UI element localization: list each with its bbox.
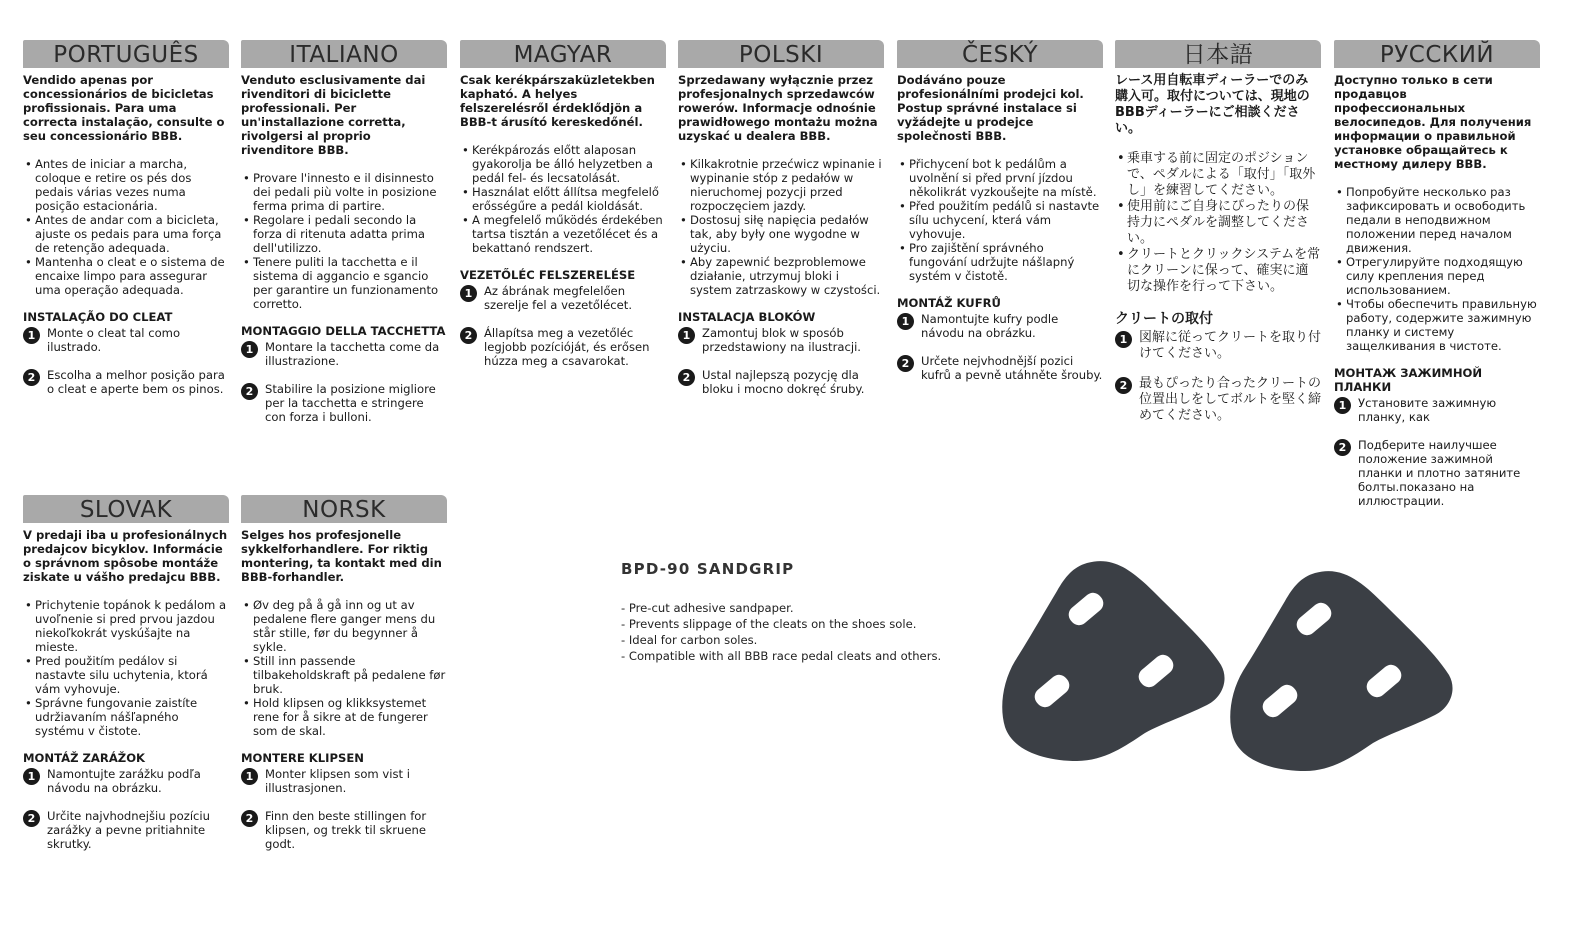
warning-item: • A megfelelő működés érdekében tartsa tisztán a vezetőlécet és a bekattanó rendszert. bbox=[460, 213, 666, 255]
install-title: MONTAGGIO DELLA TACCHETTA bbox=[241, 324, 446, 338]
install-title: MONTÁŽ ZARÁŽOK bbox=[23, 751, 146, 765]
install-title: INSTALACJA BLOKÓW bbox=[678, 310, 816, 324]
install-step-1: 1 Monte o cleat tal como ilustrado. bbox=[23, 326, 229, 354]
warning-item: • Regolare i pedali secondo la forza di ritenuta adatta prima dell'utilizzo. bbox=[241, 213, 447, 255]
sandgrip-cleat-illustration bbox=[995, 555, 1455, 785]
warning-item: • Kilkakrotnie przećwicz wpinanie i wypinanie stóp z pedałów w nieruchomej pozycji przed rozpoczęciem jazdy. bbox=[678, 157, 884, 213]
install-step-1: 1 Установите зажимную планку, как bbox=[1334, 396, 1540, 424]
section-intro: Csak kerékpárszaküzletekben kapható. A helyes felszerelésről érdeklődjön a BBB-t árusító kereskedőnél. bbox=[460, 73, 655, 129]
warning-item: • 乗車する前に固定のポジションで、ペダルによる「取付」「取外し」を練習してください。 bbox=[1115, 151, 1321, 199]
step-number-icon: 1 bbox=[23, 768, 40, 785]
section-intro: Venduto esclusivamente dai rivenditori di biciclette professionali. Per un'installazione corretta, rivolgersi al proprio rivenditore BBB. bbox=[241, 73, 426, 157]
warning-list bbox=[241, 171, 447, 311]
install-step-2: 2 Állapítsa meg a vezetőléc legjobb pozícióját, és erősen húzza meg a csavarokat. bbox=[460, 326, 666, 368]
feature-list bbox=[621, 600, 981, 664]
warning-item: • Antes de andar com a bicicleta, ajuste os pedais para uma força de retenção adequada. bbox=[23, 213, 229, 255]
warning-item: • Попробуйте несколько раз зафиксировать и освободить педали в неподвижном положении перед началом движения. bbox=[1334, 185, 1540, 255]
section-intro: Доступно только в сети продавцов профессиональных велосипедов. Для получения информации о правильной установке обращайтесь к местному дилеру BBB. bbox=[1334, 73, 1532, 171]
warning-item: • 使用前にご自身にぴったりの保持力にペダルを調整してください。 bbox=[1115, 199, 1321, 247]
section-intro: Vendido apenas por concessionários de bicicletas profissionais. Para uma correcta instalação, consulte o seu concessionário BBB. bbox=[23, 73, 225, 143]
section-heading: POLSKI bbox=[678, 40, 884, 68]
step-number-icon: 2 bbox=[460, 327, 477, 344]
step-number-icon: 1 bbox=[23, 327, 40, 344]
warning-item: • Pro zajištění správného fungování udržujte nášlapný systém v čistotě. bbox=[897, 241, 1103, 283]
section-japanese bbox=[1115, 40, 1321, 424]
feature-item: - Compatible with all BBB race pedal cleats and others. bbox=[621, 649, 942, 663]
section-heading: ČESKÝ bbox=[897, 40, 1103, 68]
install-title: INSTALAÇÃO DO CLEAT bbox=[23, 310, 173, 324]
step-number-icon: 2 bbox=[241, 810, 258, 827]
install-title: МОНТАЖ ЗАЖИМНОЙ ПЛАНКИ bbox=[1334, 366, 1483, 394]
install-title: MONTÁŽ KUFRŮ bbox=[897, 296, 1001, 310]
step-number-icon: 1 bbox=[460, 285, 477, 302]
step-number-icon: 1 bbox=[1115, 331, 1132, 348]
warning-item: • Használat előtt állítsa megfelelő erősségűre a pedál kioldását. bbox=[460, 185, 666, 213]
install-step-2: 2 Ustal najlepszą pozycję dla bloku i mocno dokręć śruby. bbox=[678, 368, 884, 396]
step-number-icon: 1 bbox=[241, 768, 258, 785]
section-russian bbox=[1334, 40, 1540, 508]
warning-item: • Antes de iniciar a marcha, coloque e retire os pés dos pedais várias vezes numa posição estacionária. bbox=[23, 157, 229, 213]
section-heading: РУССКИЙ bbox=[1334, 40, 1540, 68]
install-title: MONTERE KLIPSEN bbox=[241, 751, 364, 765]
section-intro: レース用自転車ディーラーでのみ購入可。取付については、現地のBBBディーラーにご相談ください。 bbox=[1115, 73, 1310, 136]
install-step-1: 1 Montare la tacchetta come da illustrazione. bbox=[241, 340, 447, 368]
warning-list bbox=[1334, 185, 1540, 353]
sandgrip-pad-left bbox=[1002, 561, 1224, 761]
feature-item: - Ideal for carbon soles. bbox=[621, 633, 758, 647]
warning-list bbox=[1115, 151, 1321, 295]
section-intro: Sprzedawany wyłącznie przez profesjonalnych sprzedawców rowerów. Informacje odnośnie prawidłowego montażu można uzyskać u dealera BBB. bbox=[678, 73, 878, 143]
step-number-icon: 1 bbox=[678, 327, 695, 344]
warning-list bbox=[23, 157, 229, 297]
step-number-icon: 1 bbox=[241, 341, 258, 358]
section-heading: ITALIANO bbox=[241, 40, 447, 68]
step-number-icon: 1 bbox=[1334, 397, 1351, 414]
warning-item: • Øv deg på å gå inn og ut av pedalene flere ganger mens du står stille, før du begynner å sykle. bbox=[241, 598, 447, 654]
step-number-icon: 2 bbox=[678, 369, 695, 386]
warning-list bbox=[241, 598, 447, 738]
step-number-icon: 2 bbox=[897, 355, 914, 372]
warning-item: • Still inn passende tilbakeholdskraft på pedalene før bruk. bbox=[241, 654, 447, 696]
warning-item: • Přichycení bot k pedálům a uvolnění si před první jízdou několikrát vyzkoušejte na místě. bbox=[897, 157, 1103, 199]
install-step-2: 2 Stabilire la posizione migliore per la tacchetta e stringere con forza i bulloni. bbox=[241, 382, 447, 424]
step-number-icon: 2 bbox=[1334, 439, 1351, 456]
step-number-icon: 2 bbox=[241, 383, 258, 400]
section-heading: PORTUGUÊS bbox=[23, 40, 229, 68]
warning-list bbox=[678, 157, 884, 297]
section-norwegian bbox=[241, 495, 447, 851]
feature-item: - Prevents slippage of the cleats on the shoes sole. bbox=[621, 617, 917, 631]
warning-item: • Aby zapewnić bezproblemowe działanie, utrzymuj bloki i system zatrzaskowy w czystości. bbox=[678, 255, 884, 297]
step-number-icon: 1 bbox=[897, 313, 914, 330]
install-step-2: 2 最もぴったり合ったクリートの位置出しをしてボルトを堅く締めてください。 bbox=[1115, 376, 1321, 424]
install-step-1: 1 Namontujte kufry podle návodu na obrázku. bbox=[897, 312, 1103, 340]
install-step-2: 2 Určite najvhodnejšiu pozíciu zarážky a pevne pritiahnite skrutky. bbox=[23, 809, 229, 851]
section-slovak bbox=[23, 495, 229, 851]
product-info bbox=[621, 560, 981, 664]
warning-item: • Mantenha o cleat e o sistema de encaixe limpo para assegurar uma operação adequada. bbox=[23, 255, 229, 297]
section-czech bbox=[897, 40, 1103, 382]
warning-list bbox=[897, 157, 1103, 283]
install-step-1: 1 Monter klipsen som vist i illustrasjonen. bbox=[241, 767, 447, 795]
section-portuguese bbox=[23, 40, 229, 396]
install-step-2: 2 Escolha a melhor posição para o cleat e aperte bem os pinos. bbox=[23, 368, 229, 396]
section-italian bbox=[241, 40, 447, 424]
section-heading: MAGYAR bbox=[460, 40, 666, 68]
warning-item: • Prichytenie topánok k pedálom a uvoľnenie si pred prvou jazdou niekoľkokrát vyskúšajte na mieste. bbox=[23, 598, 229, 654]
section-intro: Dodáváno pouze profesionálními prodejci kol. Postup správné instalace si vyžádejte u prodejce společnosti BBB. bbox=[897, 73, 1084, 143]
install-step-1: 1 図解に従ってクリートを取り付けてください。 bbox=[1115, 330, 1321, 362]
warning-item: • Чтобы обеспечить правильную работу, содержите зажимную планку и систему защелкивания в чистоте. bbox=[1334, 297, 1540, 353]
warning-item: • Kerékpározás előtt alaposan gyakorolja be álló helyzetben a pedál fel- és lecsatolását. bbox=[460, 143, 666, 185]
install-step-2: 2 Подберите наилучшее положение зажимной планки и плотно затяните болты.показано на иллюстрации. bbox=[1334, 438, 1540, 508]
sandgrip-pad-right bbox=[1230, 571, 1452, 771]
step-number-icon: 2 bbox=[23, 810, 40, 827]
warning-list bbox=[460, 143, 666, 255]
section-intro: Selges hos profesjonelle sykkelforhandlere. For riktig montering, ta kontakt med din BBB-forhandler. bbox=[241, 528, 442, 584]
install-step-2: 2 Určete nejvhodnější pozici kufrů a pevně utáhněte šrouby. bbox=[897, 354, 1103, 382]
warning-item: • Hold klipsen og klikksystemet rene for å sikre at de fungerer som de skal. bbox=[241, 696, 447, 738]
warning-item: • Отрегулируйте подходящую силу крепления перед использованием. bbox=[1334, 255, 1540, 297]
warning-item: • Provare l'innesto e il disinnesto dei pedali più volte in posizione ferma prima di partire. bbox=[241, 171, 447, 213]
step-number-icon: 2 bbox=[1115, 377, 1132, 394]
warning-item: • Před použitím pedálů si nastavte sílu uchycení, která vám vyhovuje. bbox=[897, 199, 1103, 241]
product-title: BPD-90 SANDGRIP bbox=[621, 560, 795, 578]
install-step-2: 2 Finn den beste stillingen for klipsen, og trekk til skruene godt. bbox=[241, 809, 447, 851]
install-step-1: 1 Zamontuj blok w sposób przedstawiony na ilustracji. bbox=[678, 326, 884, 354]
warning-item: • クリートとクリックシステムを常にクリーンに保って、確実に適切な操作を行って下さい。 bbox=[1115, 247, 1321, 295]
section-heading: SLOVAK bbox=[23, 495, 229, 523]
feature-item: - Pre-cut adhesive sandpaper. bbox=[621, 601, 794, 615]
install-step-1: 1 Namontujte zarážku podľa návodu na obrázku. bbox=[23, 767, 229, 795]
warning-item: • Dostosuj siłę napięcia pedałów tak, aby były one wygodne w użyciu. bbox=[678, 213, 884, 255]
warning-item: • Pred použitím pedálov si nastavte silu uchytenia, ktorá vám vyhovuje. bbox=[23, 654, 229, 696]
section-polish bbox=[678, 40, 884, 396]
section-hungarian bbox=[460, 40, 666, 368]
install-step-1: 1 Az ábrának megfelelően szerelje fel a vezetőlécet. bbox=[460, 284, 666, 312]
install-title: VEZETŐLÉC FELSZERELÉSE bbox=[460, 268, 636, 282]
section-intro: V predaji iba u profesionálnych predajcov bicyklov. Informácie o správnom spôsobe montáže ziskate u vášho predajcu BBB. bbox=[23, 528, 228, 584]
section-heading: NORSK bbox=[241, 495, 447, 523]
section-heading: 日本語 bbox=[1115, 40, 1321, 68]
warning-item: • Tenere puliti la tacchetta e il sistema di aggancio e sgancio per garantire un funzionamento corretto. bbox=[241, 255, 447, 311]
install-title: クリートの取付 bbox=[1115, 311, 1213, 327]
step-number-icon: 2 bbox=[23, 369, 40, 386]
warning-item: • Správne fungovanie zaistíte udržiavaním nášľapného systému v čistote. bbox=[23, 696, 229, 738]
warning-list bbox=[23, 598, 229, 738]
